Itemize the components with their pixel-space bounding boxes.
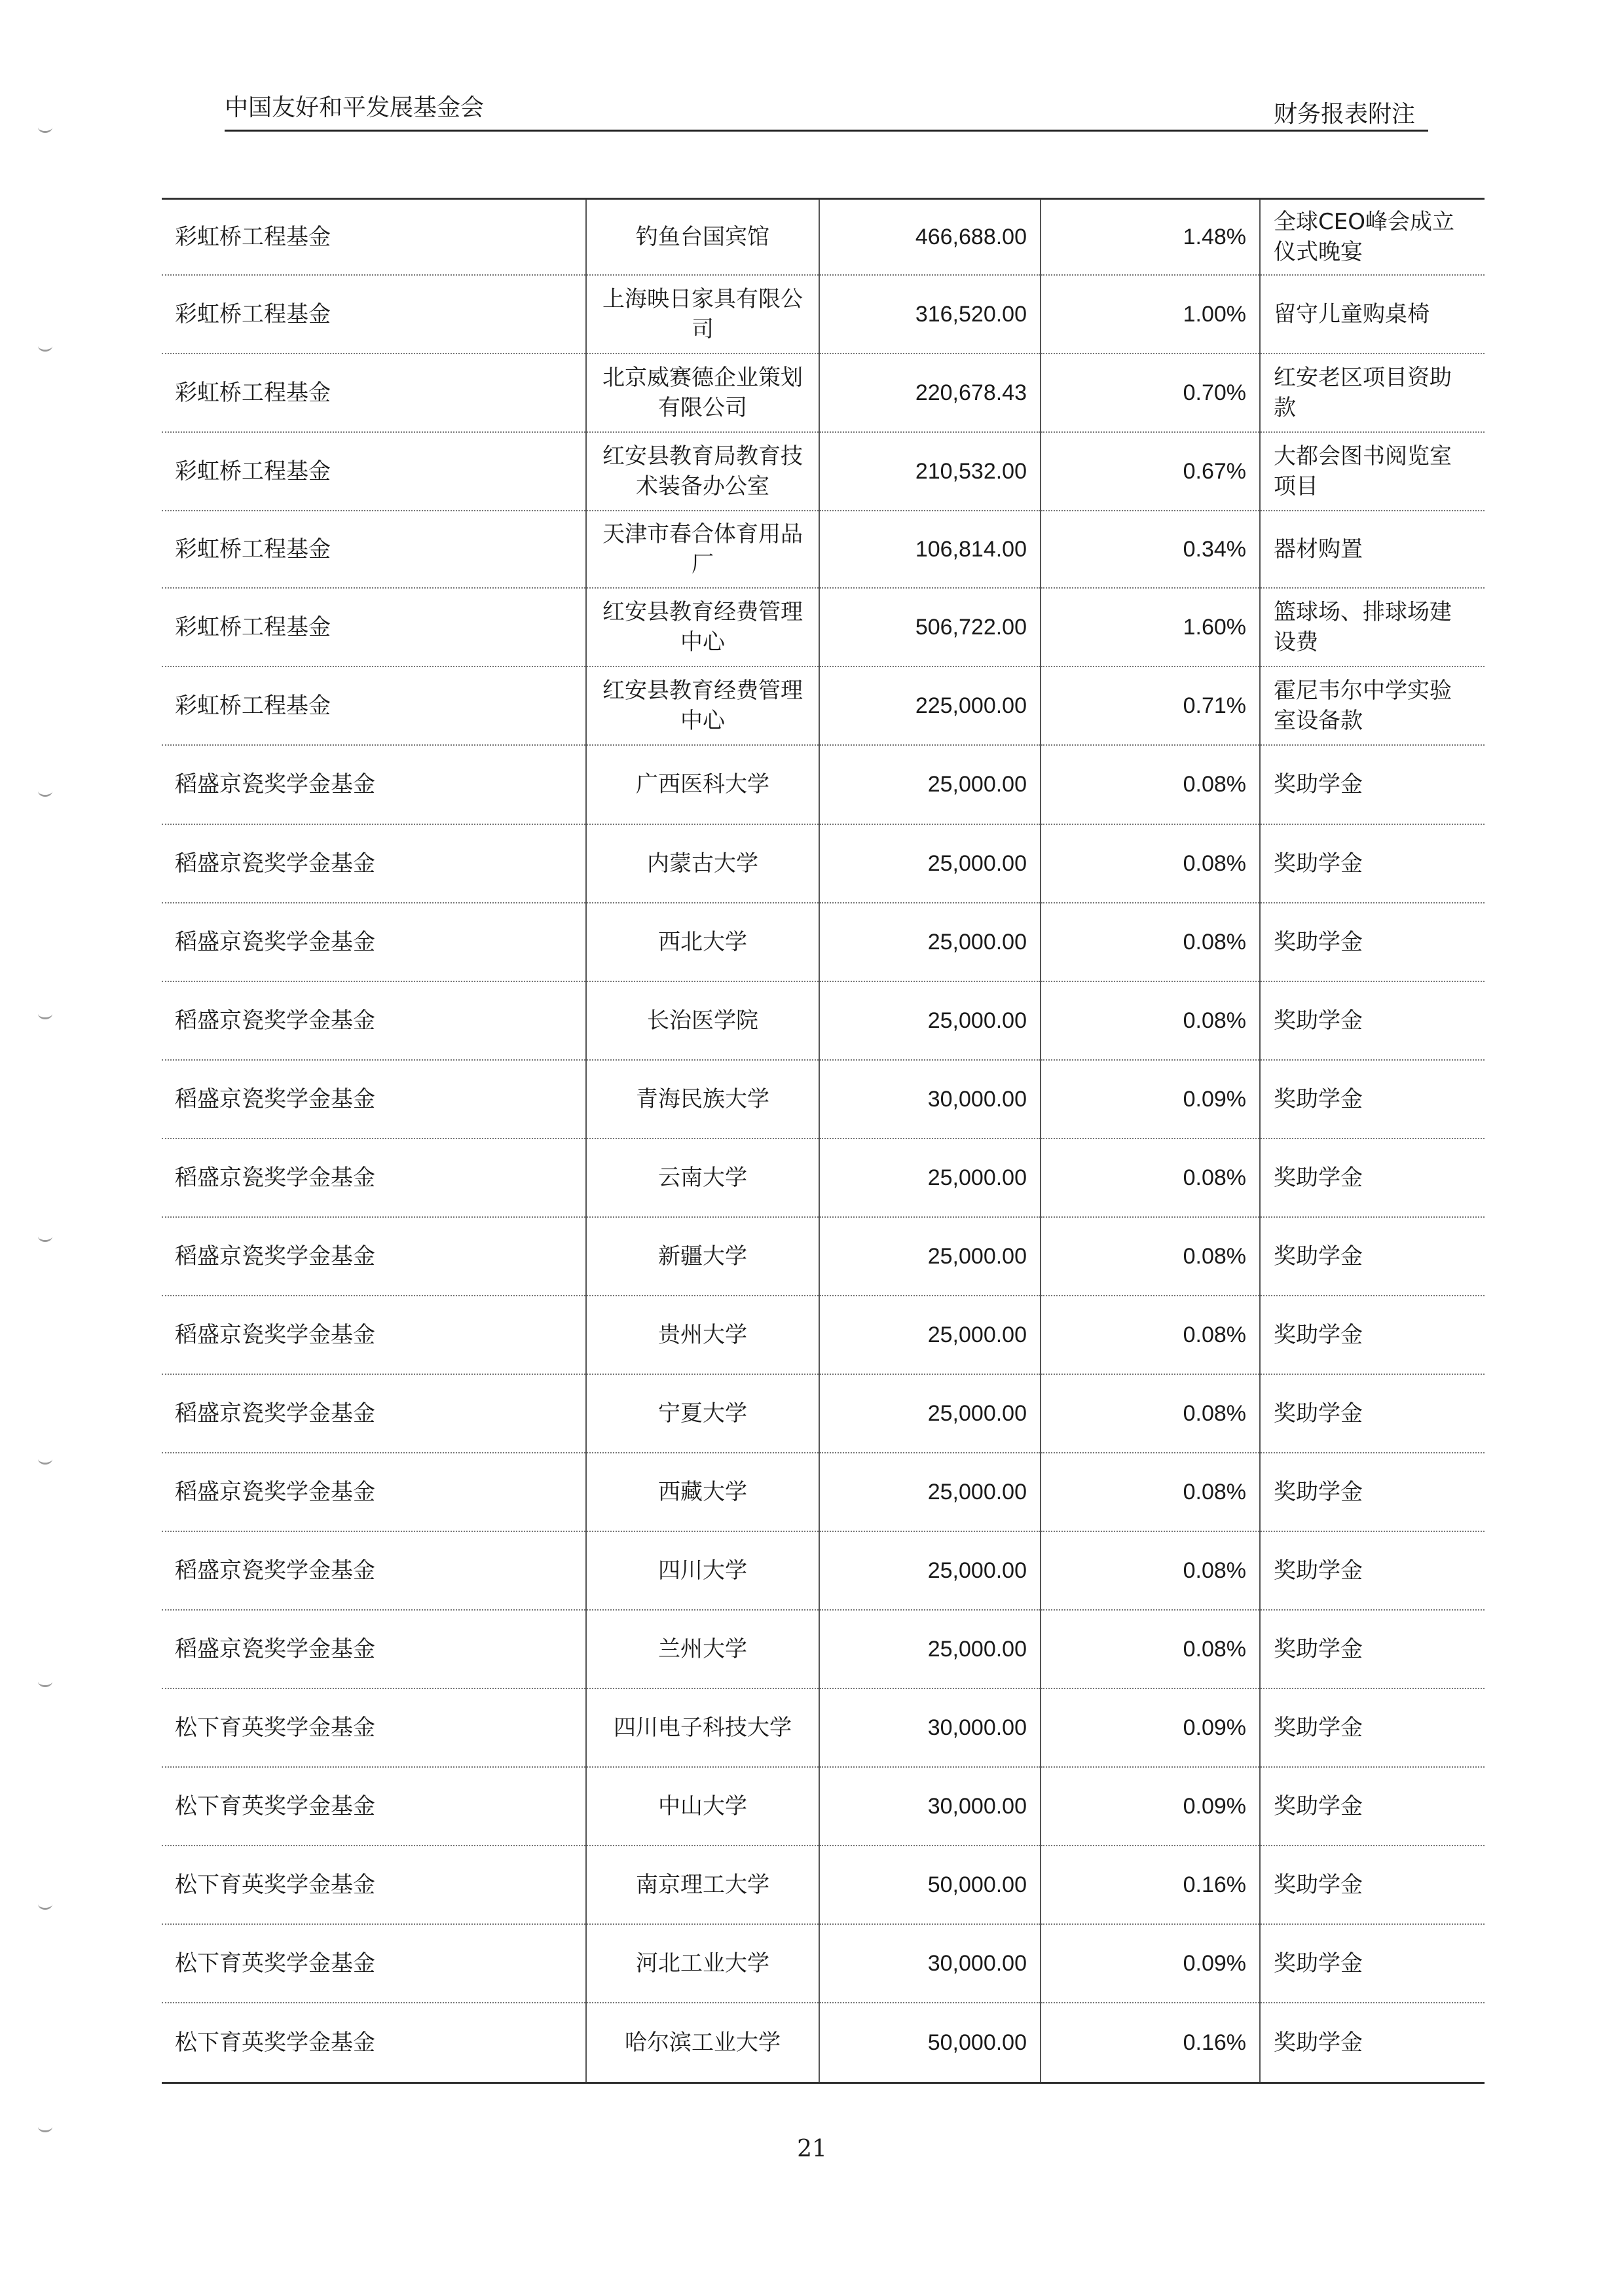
- recipient-cell: 河北工业大学: [586, 1924, 819, 2003]
- recipient-cell: 南京理工大学: [586, 1846, 819, 1924]
- table-row: [162, 824, 1485, 903]
- purpose-cell: 奖助学金: [1260, 1296, 1485, 1374]
- fund-cell: 稻盛京瓷奖学金基金: [162, 824, 586, 903]
- amount-cell: 25,000.00: [819, 1374, 1041, 1453]
- table-row: [162, 199, 1485, 275]
- purpose-cell: 奖助学金: [1260, 1846, 1485, 1924]
- binder-mark: [38, 122, 52, 133]
- recipient-cell: 西北大学: [586, 903, 819, 981]
- purpose-cell: 奖助学金: [1260, 1531, 1485, 1610]
- amount-cell: 316,520.00: [819, 275, 1041, 354]
- purpose-cell: 奖助学金: [1260, 1217, 1485, 1296]
- amount-cell: 506,722.00: [819, 588, 1041, 666]
- amount-cell: 210,532.00: [819, 432, 1041, 511]
- amount-cell: 25,000.00: [819, 1296, 1041, 1374]
- fund-cell: 松下育英奖学金基金: [162, 1846, 586, 1924]
- binder-mark: [38, 1231, 52, 1242]
- recipient-cell: 内蒙古大学: [586, 824, 819, 903]
- table-row: [162, 1610, 1485, 1688]
- recipient-cell: 广西医科大学: [586, 745, 819, 824]
- ratio-cell: 0.08%: [1041, 1139, 1260, 1217]
- fund-cell: 彩虹桥工程基金: [162, 354, 586, 432]
- ratio-cell: 0.16%: [1041, 2003, 1260, 2083]
- table-row: [162, 1688, 1485, 1767]
- binder-mark: [38, 1676, 52, 1687]
- ratio-cell: 0.09%: [1041, 1688, 1260, 1767]
- binder-mark: [38, 1453, 52, 1465]
- ratio-cell: 0.08%: [1041, 981, 1260, 1060]
- purpose-cell: 奖助学金: [1260, 1767, 1485, 1846]
- amount-cell: 25,000.00: [819, 1531, 1041, 1610]
- recipient-cell: 天津市春合体育用品厂: [586, 511, 819, 588]
- table-row: [162, 2003, 1485, 2083]
- recipient-cell: 云南大学: [586, 1139, 819, 1217]
- table-row: [162, 511, 1485, 588]
- amount-cell: 25,000.00: [819, 1610, 1041, 1688]
- fund-cell: 稻盛京瓷奖学金基金: [162, 1610, 586, 1688]
- ratio-cell: 0.08%: [1041, 1610, 1260, 1688]
- recipient-cell: 兰州大学: [586, 1610, 819, 1688]
- purpose-cell: 奖助学金: [1260, 1924, 1485, 2003]
- table-row: [162, 903, 1485, 981]
- purpose-cell: 奖助学金: [1260, 824, 1485, 903]
- purpose-cell: 奖助学金: [1260, 1688, 1485, 1767]
- table-row: [162, 1217, 1485, 1296]
- fund-cell: 松下育英奖学金基金: [162, 1767, 586, 1846]
- fund-cell: 彩虹桥工程基金: [162, 666, 586, 745]
- recipient-cell: 中山大学: [586, 1767, 819, 1846]
- recipient-cell: 四川大学: [586, 1531, 819, 1610]
- fund-cell: 松下育英奖学金基金: [175, 2029, 375, 2056]
- ratio-cell: 0.16%: [1041, 1846, 1260, 1924]
- purpose-cell: 奖助学金: [1260, 1610, 1485, 1688]
- amount-cell: 50,000.00: [819, 2003, 1041, 2083]
- ratio-cell: 0.67%: [1041, 432, 1260, 511]
- table-row: [162, 1139, 1485, 1217]
- recipient-cell: 西藏大学: [586, 1453, 819, 1531]
- binder-mark: [38, 786, 52, 797]
- table-row: [162, 1846, 1485, 1924]
- ratio-cell: 0.09%: [1041, 1924, 1260, 2003]
- ratio-cell: 1.60%: [1041, 588, 1260, 666]
- amount-cell: 30,000.00: [819, 1688, 1041, 1767]
- fund-cell: 稻盛京瓷奖学金基金: [162, 1060, 586, 1139]
- fund-cell: 稻盛京瓷奖学金基金: [162, 1453, 586, 1531]
- ratio-cell: 0.71%: [1041, 666, 1260, 745]
- table-body: [162, 199, 1485, 2083]
- section-title: 财务报表附注: [1274, 101, 1416, 128]
- fund-cell: 稻盛京瓷奖学金基金: [162, 745, 586, 824]
- recipient-cell: 长治医学院: [586, 981, 819, 1060]
- table-row: [162, 1924, 1485, 2003]
- amount-cell: 30,000.00: [819, 1924, 1041, 2003]
- recipient-cell: 上海映日家具有限公司: [586, 275, 819, 354]
- recipient-cell: 红安县教育经费管理中心: [586, 666, 819, 745]
- page-number: 21: [797, 2136, 827, 2162]
- purpose-cell: 红安老区项目资助款: [1260, 354, 1485, 432]
- ratio-cell: 0.08%: [1041, 824, 1260, 903]
- recipient-cell: 北京威赛德企业策划有限公司: [586, 354, 819, 432]
- purpose-cell: 奖助学金: [1260, 1453, 1485, 1531]
- amount-cell: 50,000.00: [819, 1846, 1041, 1924]
- ratio-cell: 0.08%: [1041, 1296, 1260, 1374]
- table-row: [162, 432, 1485, 511]
- ratio-cell: 0.34%: [1041, 511, 1260, 588]
- amount-cell: 25,000.00: [819, 981, 1041, 1060]
- binder-mark: [38, 1899, 52, 1910]
- recipient-cell: 新疆大学: [586, 1217, 819, 1296]
- table-row: [162, 275, 1485, 354]
- fund-cell: 稻盛京瓷奖学金基金: [162, 1296, 586, 1374]
- ratio-cell: 0.09%: [1041, 1060, 1260, 1139]
- amount-cell: 25,000.00: [819, 1139, 1041, 1217]
- table-row: [162, 666, 1485, 745]
- amount-cell: 25,000.00: [819, 903, 1041, 981]
- table-row: [162, 981, 1485, 1060]
- amount-cell: 225,000.00: [819, 666, 1041, 745]
- fund-cell: 彩虹桥工程基金: [162, 588, 586, 666]
- ratio-cell: 0.08%: [1041, 1217, 1260, 1296]
- fund-cell: 彩虹桥工程基金: [162, 511, 586, 588]
- table-row: [162, 588, 1485, 666]
- amount-cell: 466,688.00: [819, 199, 1041, 275]
- purpose-cell: 奖助学金: [1260, 1374, 1485, 1453]
- recipient-cell: 哈尔滨工业大学: [586, 2003, 819, 2083]
- ratio-cell: 0.08%: [1041, 903, 1260, 981]
- table-row: [162, 354, 1485, 432]
- fund-cell: 稻盛京瓷奖学金基金: [162, 1139, 586, 1217]
- table-row: [162, 1453, 1485, 1531]
- purpose-cell: 奖助学金: [1260, 1060, 1485, 1139]
- donation-table: [162, 198, 1485, 2084]
- fund-cell: 稻盛京瓷奖学金基金: [162, 1531, 586, 1610]
- recipient-cell: 四川电子科技大学: [586, 1688, 819, 1767]
- fund-cell: 彩虹桥工程基金: [162, 199, 586, 275]
- ratio-cell: 0.08%: [1041, 1374, 1260, 1453]
- amount-cell: 106,814.00: [819, 511, 1041, 588]
- ratio-cell: 0.08%: [1041, 1531, 1260, 1610]
- table-row: [162, 745, 1485, 824]
- recipient-cell: 宁夏大学: [586, 1374, 819, 1453]
- fund-cell: 稻盛京瓷奖学金基金: [162, 1217, 586, 1296]
- fund-cell: 彩虹桥工程基金: [162, 275, 586, 354]
- ratio-cell: 0.08%: [1041, 1453, 1260, 1531]
- recipient-cell: 钓鱼台国宾馆: [586, 199, 819, 275]
- fund-cell: 稻盛京瓷奖学金基金: [162, 1374, 586, 1453]
- table-row: [162, 1374, 1485, 1453]
- binder-mark: [38, 2121, 52, 2132]
- purpose-cell: 奖助学金: [1260, 2003, 1485, 2083]
- purpose-cell: 器材购置: [1260, 511, 1485, 588]
- purpose-cell: 奖助学金: [1260, 1139, 1485, 1217]
- ratio-cell: 0.09%: [1041, 1767, 1260, 1846]
- fund-cell: 稻盛京瓷奖学金基金: [162, 981, 586, 1060]
- table-row: [162, 1296, 1485, 1374]
- purpose-cell: 留守儿童购桌椅: [1260, 275, 1485, 354]
- fund-cell: 稻盛京瓷奖学金基金: [162, 903, 586, 981]
- purpose-cell: 奖助学金: [1260, 903, 1485, 981]
- table-row: [162, 1767, 1485, 1846]
- organization-name: 中国友好和平发展基金会: [225, 94, 485, 121]
- amount-cell: 25,000.00: [819, 1453, 1041, 1531]
- ratio-cell: 1.48%: [1041, 199, 1260, 275]
- amount-cell: 30,000.00: [819, 1767, 1041, 1846]
- recipient-cell: 青海民族大学: [586, 1060, 819, 1139]
- table-row: [162, 1060, 1485, 1139]
- fund-cell: 松下育英奖学金基金: [162, 1688, 586, 1767]
- binder-mark: [38, 340, 52, 352]
- purpose-cell: 奖助学金: [1260, 745, 1485, 824]
- fund-cell: 彩虹桥工程基金: [162, 432, 586, 511]
- fund-cell: 松下育英奖学金基金: [162, 1924, 586, 2003]
- recipient-cell: 贵州大学: [586, 1296, 819, 1374]
- amount-cell: 25,000.00: [819, 824, 1041, 903]
- purpose-cell: 篮球场、排球场建设费: [1260, 588, 1485, 666]
- table-row: [162, 1531, 1485, 1610]
- ratio-cell: 0.70%: [1041, 354, 1260, 432]
- purpose-cell: 霍尼韦尔中学实验室设备款: [1260, 666, 1485, 745]
- binder-mark: [38, 1008, 52, 1019]
- amount-cell: 220,678.43: [819, 354, 1041, 432]
- amount-cell: 25,000.00: [819, 1217, 1041, 1296]
- ratio-cell: 1.00%: [1041, 275, 1260, 354]
- purpose-cell: 大都会图书阅览室项目: [1260, 432, 1485, 511]
- amount-cell: 25,000.00: [819, 745, 1041, 824]
- recipient-cell: 红安县教育经费管理中心: [586, 588, 819, 666]
- purpose-cell: 全球CEO峰会成立仪式晚宴: [1260, 199, 1485, 275]
- amount-cell: 30,000.00: [819, 1060, 1041, 1139]
- purpose-cell: 奖助学金: [1260, 981, 1485, 1060]
- ratio-cell: 0.08%: [1041, 745, 1260, 824]
- header-rule: [225, 130, 1428, 132]
- recipient-cell: 红安县教育局教育技术装备办公室: [586, 432, 819, 511]
